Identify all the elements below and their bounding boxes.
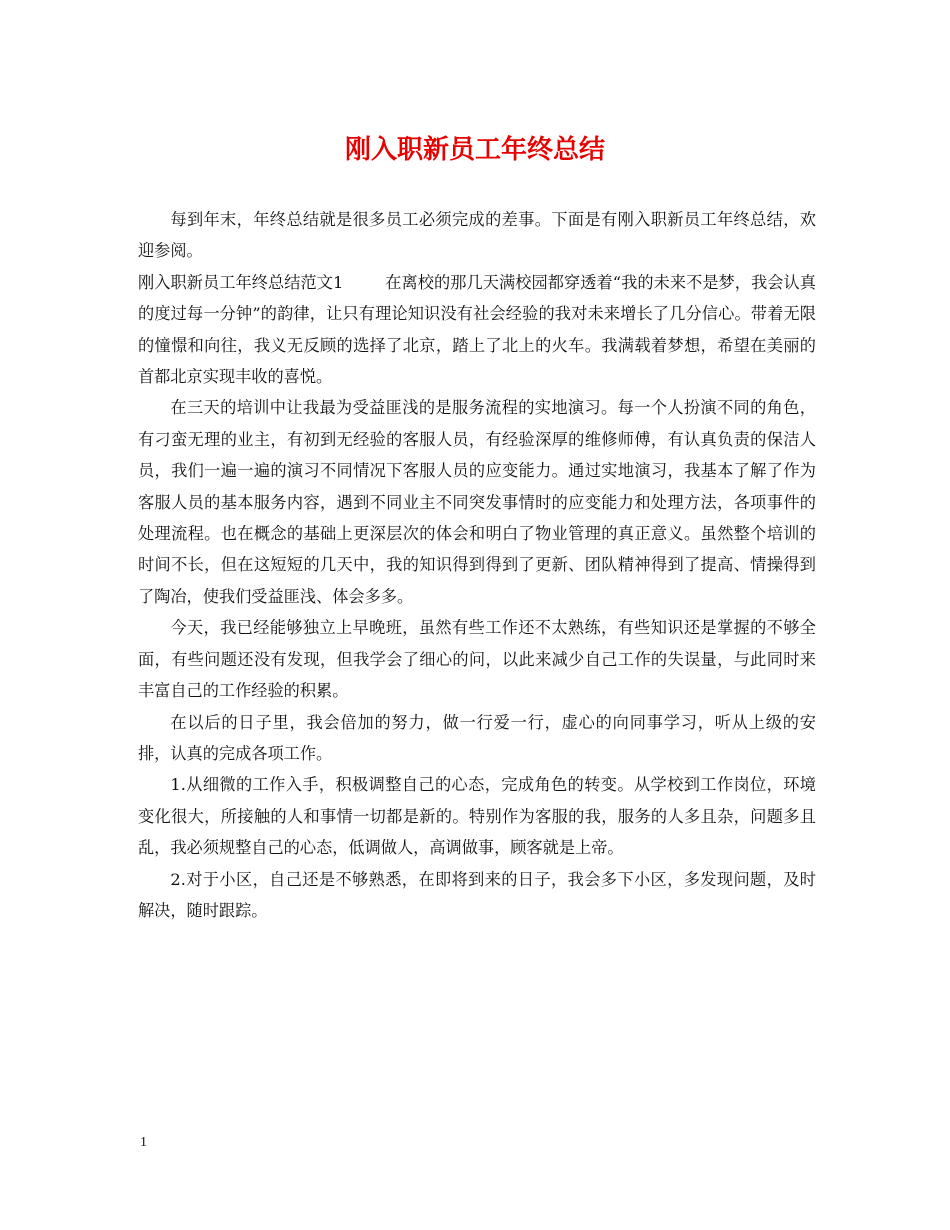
body-paragraph-training: 在三天的培训中让我最为受益匪浅的是服务流程的实地演习。每一个人扮演不同的角色，有刁蛮无理的业主，有初到无经验的客服人员，有经验深厚的维修师傅，有认真负责的保洁人员，我们一遍一遍的演习不同情况下客服人员的应变能力。通过实地演习，我基本了解了作为客服人员的基本服务内容，遇到不同业主不同突发事情时的应变能力和处理方法，各项事件的处理流程。也在概念的基础上更深层次的体会和明白了物业管理的真正意义。虽然整个培训的时间不长，但在这短短的几天中，我的知识得到得到了更新、团队精神得到了提高、情操得到了陶冶，使我们受益匪浅、体会多多。 (138, 398, 816, 606)
document-title: 刚入职新员工年终总结 (344, 135, 605, 165)
list-item-2: 2.对于小区，自己还是不够熟悉，在即将到来的日子，我会多下小区，多发现问题，及时解决，随时跟踪。 (138, 869, 816, 920)
section-heading: 刚入职新员工年终总结范文1 (138, 272, 344, 292)
document-body (138, 204, 816, 926)
page-number: 1 (140, 1135, 147, 1150)
body-paragraph-future: 在以后的日子里，我会倍加的努力，做一行爱一行，虚心的向同事学习，听从上级的安排，认真的完成各项工作。 (138, 712, 816, 763)
list-item-1: 1.从细微的工作入手，积极调整自己的心态，完成角色的转变。从学校到工作岗位，环境变化很大，所接触的人和事情一切都是新的。特别作为客服的我，服务的人多且杂，问题多且乱，我必须规整自己的心态，低调做人，高调做事，顾客就是上帝。 (138, 775, 816, 858)
intro-paragraph: 每到年末，年终总结就是很多员工必须完成的差事。下面是有刚入职新员工年终总结，欢迎参阅。 (138, 210, 816, 261)
section-paragraph (138, 267, 816, 393)
body-paragraph-today: 今天，我已经能够独立上早晚班，虽然有些工作还不太熟练，有些知识还是掌握的不够全面，有些问题还没有发现，但我学会了细心的问，以此来减少自己工作的失误量，与此同时来丰富自己的工作经验的积累。 (138, 618, 816, 701)
section-first-paragraph: 在离校的那几天满校园都穿透着“我的未来不是梦，我会认真的度过每一分钟”的韵律，让只有理论知识没有社会经验的我对未来增长了几分信心。带着无限的憧憬和向往，我义无反顾的选择了北京，踏上了北上的火车。我满载着梦想，希望在美丽的首都北京实现丰收的喜悦。 (138, 272, 816, 387)
